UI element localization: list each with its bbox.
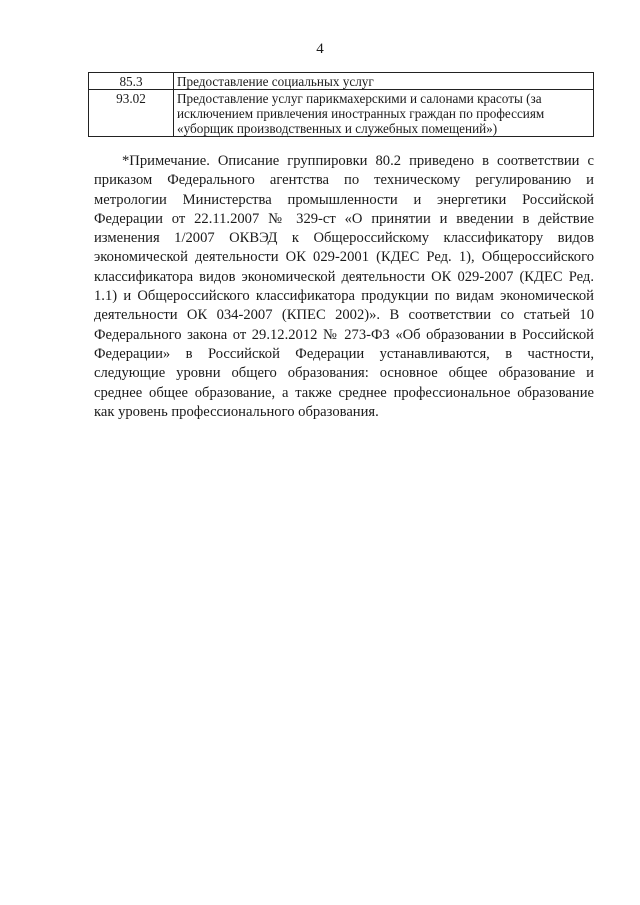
footnote-paragraph: *Примечание. Описание группировки 80.2 приведено в соответствии с приказом Федерального агентства по техническому регулированию и метрологии Министерства промышленности и энергетики Российской Федерации от 22.11.2007 № 329-ст «О принятии и введении в действие изменения 1/2007 ОКВЭД к Общероссийскому классификатору видов экономической деятельности ОК 029-2001 (КДЕС Ред. 1), Общероссийского классификатора видов экономической деятельности ОК 029-2007 (КДЕС Ред. 1.1) и Общероссийского классификатора продукции по видам экономической деятельности ОК 034-2007 (КПЕС 2002)». В соответствии со статьей 10 Федерального закона от 29.12.2012 № 273-ФЗ «Об образовании в Российской Федерации» в Российской Федерации устанавливаются, в частности, следующие уровни общего образования: основное общее образование и среднее общее образование, а также среднее профессиональное образование как уровень профессионального образования. [94,153,594,420]
table-row [89,73,594,90]
page-number: 4 [316,41,324,57]
table-row [89,90,594,137]
activity-code-cell: 93.02 [89,90,174,137]
activity-codes-table [88,72,594,137]
activity-description-cell: Предоставление социальных услуг [174,73,594,90]
activity-description-cell: Предоставление услуг парикмахерскими и салонами красоты (за исключением привлечения иностранных граждан по профессиям «уборщик производственных и служебных помещений») [174,90,594,137]
activity-code-cell: 85.3 [89,73,174,90]
